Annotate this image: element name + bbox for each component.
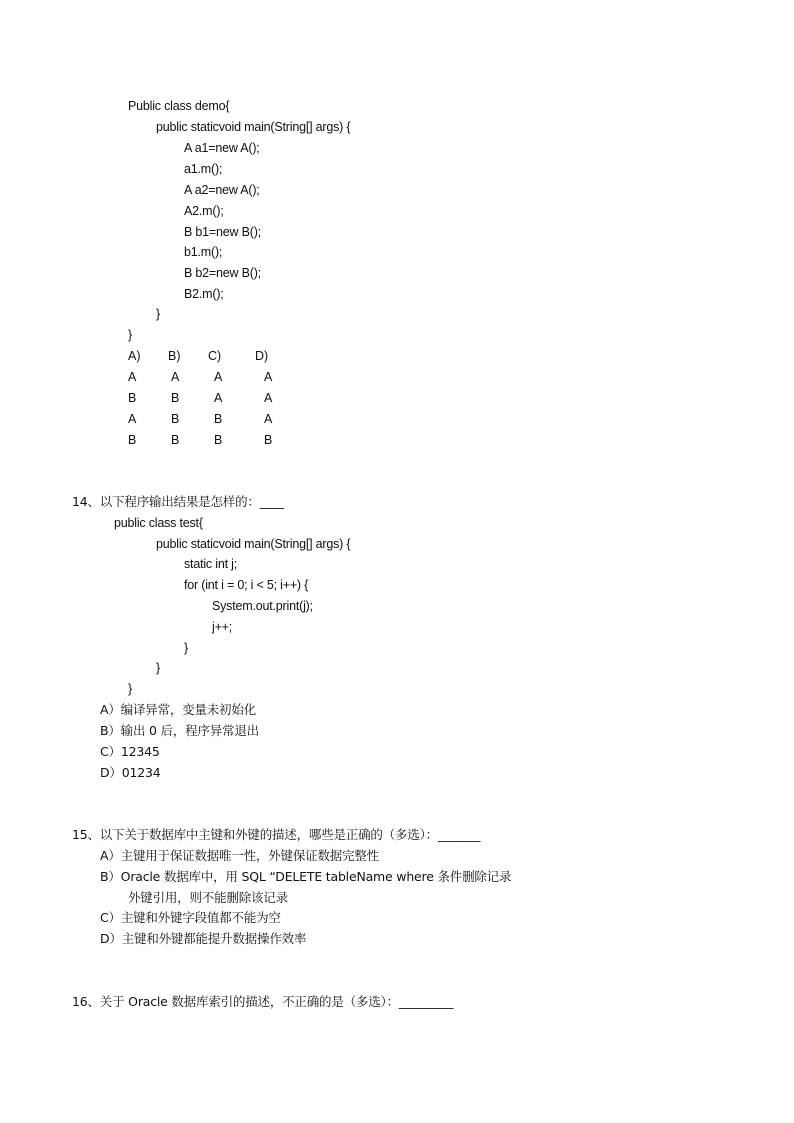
- option-cell: A: [171, 370, 180, 384]
- code-line: A a2=new A();: [184, 183, 260, 197]
- code-line: public class test{: [114, 516, 203, 530]
- question-14-title: 14、以下程序输出结果是怎样的：____: [72, 494, 284, 509]
- option-b: B）Oracle 数据库中，用 SQL “DELETE tableName where 条件删除记录: [100, 869, 512, 884]
- option-b: B）输出 0 后，程序异常退出: [100, 723, 259, 738]
- option-c: C）12345: [100, 744, 160, 759]
- code-line: }: [128, 682, 132, 696]
- code-line: Public class demo{: [128, 99, 230, 113]
- option-d: D）01234: [100, 765, 161, 780]
- question-16-title: 16、关于 Oracle 数据库索引的描述，不正确的是（多选）：_________: [72, 994, 454, 1009]
- code-line: b1.m();: [184, 245, 223, 259]
- option-cell: A: [214, 391, 223, 405]
- option-d: D）主键和外键都能提升数据操作效率: [100, 931, 307, 946]
- option-c: C）主键和外键字段值都不能为空: [100, 910, 281, 925]
- option-header-b: B): [168, 349, 181, 363]
- code-line: A2.m();: [184, 204, 224, 218]
- code-line: static int j;: [184, 557, 237, 571]
- code-line: a1.m();: [184, 162, 223, 176]
- option-b-continuation: 外键引用，则不能删除该记录: [128, 890, 288, 905]
- code-line: j++;: [212, 620, 233, 634]
- option-cell: B: [264, 433, 273, 447]
- option-a: A）编译异常，变量未初始化: [100, 702, 256, 717]
- option-cell: A: [128, 412, 137, 426]
- option-a: A）主键用于保证数据唯一性，外键保证数据完整性: [100, 848, 379, 863]
- option-cell: A: [264, 370, 273, 384]
- code-line: public staticvoid main(String[] args) {: [156, 120, 351, 134]
- code-line: }: [156, 661, 160, 675]
- option-cell: B: [128, 433, 137, 447]
- code-line: }: [156, 307, 160, 321]
- option-cell: B: [214, 433, 223, 447]
- option-cell: A: [264, 391, 273, 405]
- question-15-title: 15、以下关于数据库中主键和外键的描述，哪些是正确的（多选）：_______: [72, 827, 481, 842]
- code-line: B b2=new B();: [184, 266, 261, 280]
- option-cell: B: [128, 391, 137, 405]
- option-cell: B: [171, 433, 180, 447]
- option-cell: A: [128, 370, 137, 384]
- code-line: }: [184, 641, 188, 655]
- code-line: for (int i = 0; i < 5; i++) {: [184, 578, 309, 592]
- option-header-a: A): [128, 349, 141, 363]
- option-cell: A: [214, 370, 223, 384]
- code-line: }: [128, 328, 132, 342]
- option-cell: B: [171, 412, 180, 426]
- option-header-d: D): [255, 349, 269, 363]
- option-cell: B: [171, 391, 180, 405]
- code-line: public staticvoid main(String[] args) {: [156, 537, 351, 551]
- option-cell: A: [264, 412, 273, 426]
- code-line: A a1=new A();: [184, 141, 260, 155]
- option-cell: B: [214, 412, 223, 426]
- code-line: B b1=new B();: [184, 225, 261, 239]
- code-line: System.out.print(j);: [212, 599, 313, 613]
- code-line: B2.m();: [184, 287, 224, 301]
- option-header-c: C): [208, 349, 222, 363]
